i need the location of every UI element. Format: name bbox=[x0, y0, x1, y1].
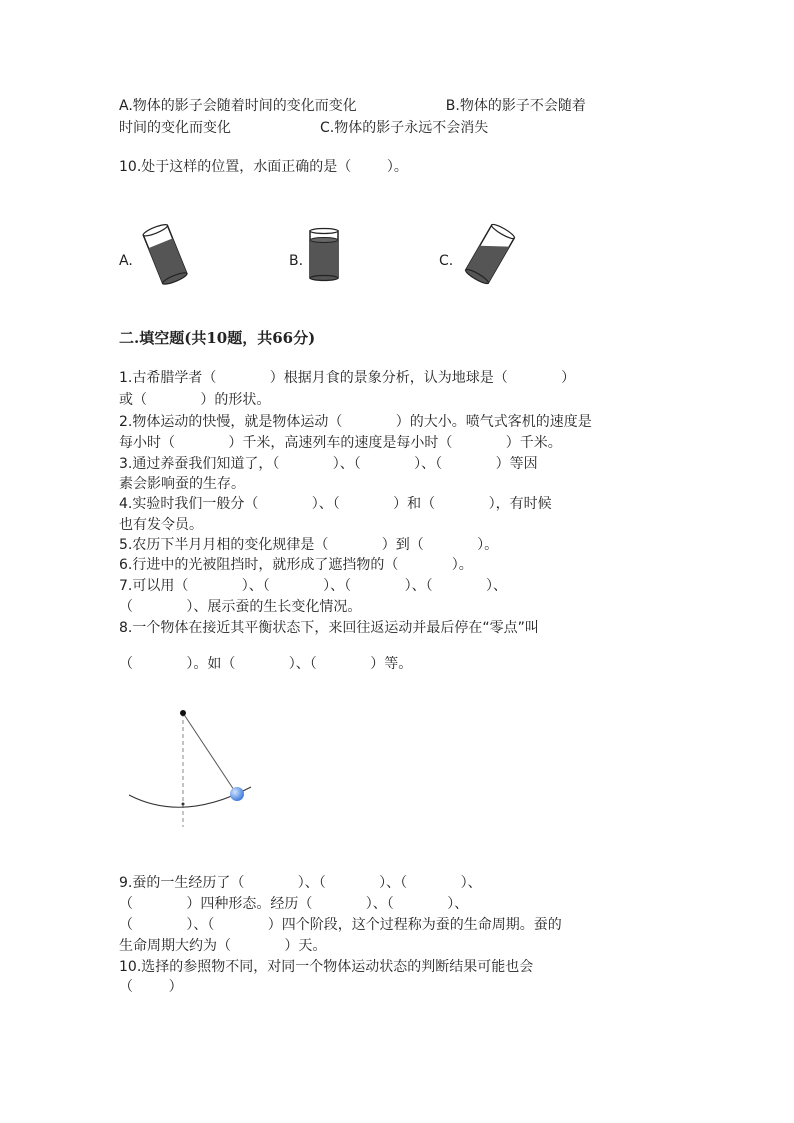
fill-line-12: （ ）、展示蚕的生长变化情况。 bbox=[119, 599, 362, 615]
fill-line-4: 每小时（ ）千米，高速列车的速度是每小时（ ）千米。 bbox=[119, 435, 562, 451]
fill-line-5: 3.通过养蚕我们知道了，（ ）、（ ）、（ ）等因 bbox=[119, 456, 538, 472]
option-a-label: A. bbox=[119, 253, 133, 269]
section-title: 二.填空题(共10题，共66分) bbox=[119, 329, 316, 347]
fill-line-7: 4.实验时我们一般分（ ）、（ ）和（ ），有时候 bbox=[119, 496, 552, 512]
fill-line-13: 8.一个物体在接近其平衡状态下，来回往返运动并最后停在“零点”叫 bbox=[119, 620, 539, 636]
fill-line-8b: （ ）。如（ ）、（ ）等。 bbox=[119, 656, 413, 672]
fill-line-11: 7.可以用（ ）、（ ）、（ ）、（ ）、 bbox=[119, 578, 507, 594]
fill-line-1: 1.古希腊学者（ ）根据月食的景象分析，认为地球是（ ） bbox=[119, 370, 576, 386]
fill-line-6: 素会影响蚕的生存。 bbox=[119, 476, 245, 492]
option-line-1: A.物体的影子会随着时间的变化而变化 B.物体的影子不会随着 bbox=[119, 98, 586, 114]
fill-line-2: 或（ ）的形状。 bbox=[119, 392, 271, 408]
fill-line-3: 2.物体运动的快慢，就是物体运动（ ）的大小。喷气式客机的速度是 bbox=[119, 414, 592, 430]
fill-line-17: 生命周期大约为（ ）天。 bbox=[119, 938, 327, 954]
fill-line-16: （ ）、（ ）四个阶段，这个过程称为蚕的生命周期。蚕的 bbox=[119, 917, 562, 933]
option-b-label: B. bbox=[289, 253, 304, 269]
option-c-label: C. bbox=[439, 253, 454, 269]
tilted-beaker-a-image bbox=[136, 222, 196, 287]
option-line-2: 时间的变化而变化 C.物体的影子永远不会消失 bbox=[119, 120, 489, 136]
upright-beaker-b-image bbox=[304, 226, 344, 282]
fill-line-14: 9.蚕的一生经历了（ ）、（ ）、（ ）、 bbox=[119, 875, 482, 891]
fill-line-9: 5.农历下半月月相的变化规律是（ ）到（ ）。 bbox=[119, 537, 499, 553]
tilted-beaker-c-image bbox=[460, 222, 520, 287]
fill-line-8: 也有发令员。 bbox=[119, 517, 203, 533]
fill-line-19: （ ） bbox=[119, 979, 183, 995]
pendulum-image bbox=[125, 705, 265, 830]
fill-line-18: 10.选择的参照物不同，对同一个物体运动状态的判断结果可能也会 bbox=[119, 959, 534, 975]
fill-line-10: 6.行进中的光被阻挡时，就形成了遮挡物的（ ）。 bbox=[119, 557, 473, 573]
fill-line-15: （ ）四种形态。经历（ ）、（ ）、 bbox=[119, 896, 469, 912]
question-10-text: 10.处于这样的位置，水面正确的是（ ）。 bbox=[119, 159, 408, 175]
